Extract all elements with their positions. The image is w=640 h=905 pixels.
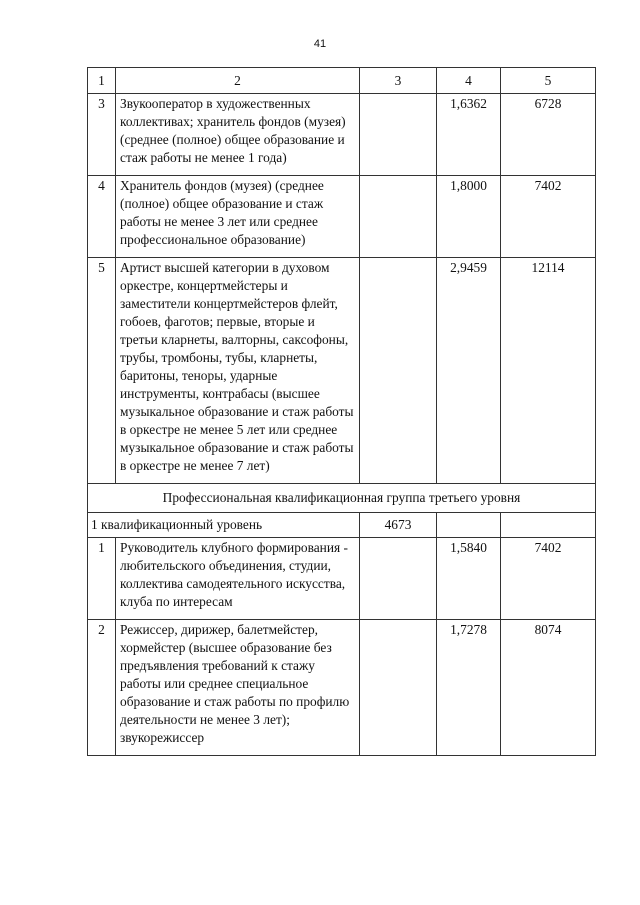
coefficient: 1,8000 xyxy=(437,176,501,258)
salary: 8074 xyxy=(501,620,596,756)
row-number: 2 xyxy=(88,620,116,756)
header-cell: 2 xyxy=(116,68,360,94)
coefficient: 2,9459 xyxy=(437,258,501,484)
row-number: 1 xyxy=(88,538,116,620)
section-title: Профессиональная квалификационная группа третьего уровня xyxy=(88,484,596,513)
header-row xyxy=(88,68,596,94)
position-description: Хранитель фондов (музея) (среднее (полное) общее образование и стаж работы не менее 3 лет или среднее профессиональное образование) xyxy=(116,176,360,258)
empty-cell xyxy=(360,620,437,756)
salary: 7402 xyxy=(501,538,596,620)
header-cell: 1 xyxy=(88,68,116,94)
empty-cell xyxy=(501,513,596,538)
header-cell: 4 xyxy=(437,68,501,94)
position-description: Руководитель клубного формирования - любительского объединения, студии, коллектива самодеятельного искусства, клуба по интересам xyxy=(116,538,360,620)
coefficient: 1,7278 xyxy=(437,620,501,756)
position-description: Режиссер, дирижер, балетмейстер, хормейстер (высшее образование без предъявления требований к стажу работы или среднее специальное образование и стаж работы по профилю деятельности не менее 3 лет); звукорежиссер xyxy=(116,620,360,756)
salary-table xyxy=(87,67,596,756)
table-row xyxy=(88,176,596,258)
row-number: 5 xyxy=(88,258,116,484)
header-cell: 3 xyxy=(360,68,437,94)
salary: 6728 xyxy=(501,94,596,176)
table-row xyxy=(88,538,596,620)
header-cell: 5 xyxy=(501,68,596,94)
empty-cell xyxy=(360,258,437,484)
empty-cell xyxy=(360,94,437,176)
level-label: 1 квалификационный уровень xyxy=(88,513,360,538)
empty-cell xyxy=(360,538,437,620)
level-row xyxy=(88,513,596,538)
salary: 7402 xyxy=(501,176,596,258)
position-description: Артист высшей категории в духовом оркестре, концертмейстеры и заместители концертмейстеров флейт, гобоев, фаготов; первые, вторые и третьи кларнеты, валторны, саксофоны, трубы, тромбоны, тубы, кларнеты, баритоны, теноры, ударные инструменты, контрабасы (высшее музыкальное образование и стаж работы в оркестре не менее 5 лет или среднее музыкальное образование и стаж работы в оркестре не менее 7 лет) xyxy=(116,258,360,484)
position-description: Звукооператор в художественных коллективах; хранитель фондов (музея) (среднее (полное) общее образование и стаж работы не менее 1 года) xyxy=(116,94,360,176)
table-row xyxy=(88,258,596,484)
salary: 12114 xyxy=(501,258,596,484)
empty-cell xyxy=(360,176,437,258)
table-row xyxy=(88,620,596,756)
section-row xyxy=(88,484,596,513)
empty-cell xyxy=(437,513,501,538)
row-number: 4 xyxy=(88,176,116,258)
coefficient: 1,6362 xyxy=(437,94,501,176)
table-row xyxy=(88,94,596,176)
row-number: 3 xyxy=(88,94,116,176)
coefficient: 1,5840 xyxy=(437,538,501,620)
page-number: 41 xyxy=(313,38,327,50)
level-base-salary: 4673 xyxy=(360,513,437,538)
